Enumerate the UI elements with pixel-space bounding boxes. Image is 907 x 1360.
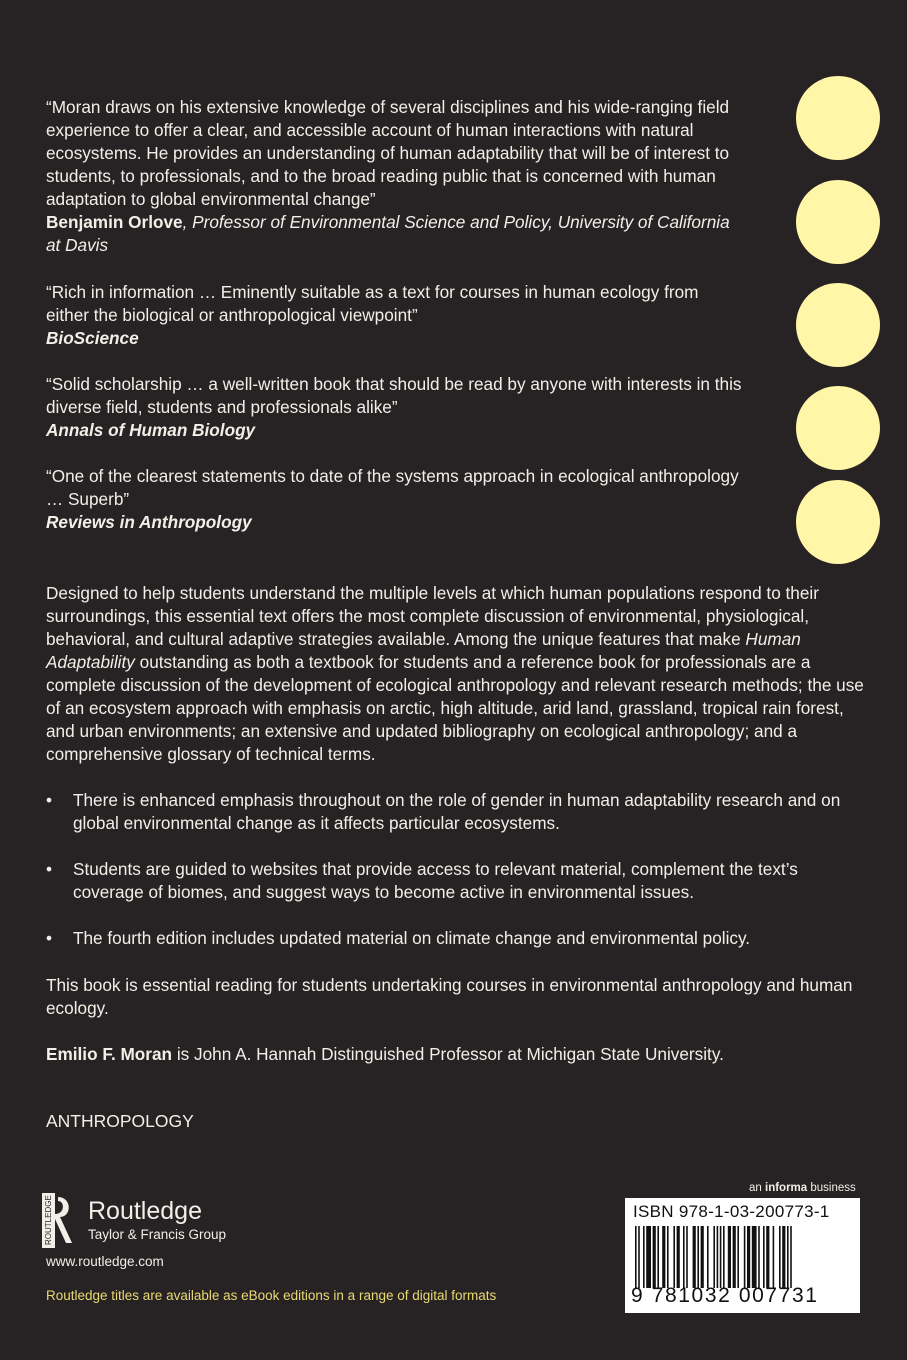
- barcode-bar: [662, 1226, 665, 1288]
- barcode-bar: [683, 1226, 685, 1288]
- barcode-digits: 9 781032 007731: [631, 1284, 819, 1307]
- decorative-circle: [796, 76, 880, 160]
- barcode-bar: [728, 1226, 731, 1288]
- list-item: [46, 927, 866, 950]
- isbn-barcode: [625, 1198, 860, 1313]
- barcode-bar: [720, 1226, 722, 1288]
- decorative-circle: [796, 283, 880, 367]
- informa-suffix: business: [807, 1182, 856, 1194]
- book-title: Human Adaptability: [46, 629, 801, 672]
- author-name: Emilio F. Moran: [46, 1044, 173, 1064]
- barcode-bar: [752, 1226, 757, 1288]
- bullet-icon: •: [46, 859, 53, 879]
- quote-source: Reviews in Anthropology: [46, 512, 252, 532]
- barcode-bar: [677, 1226, 680, 1288]
- quote-author: Benjamin Orlove: [46, 212, 183, 232]
- list-item: [46, 789, 866, 835]
- barcode-bar: [744, 1226, 746, 1288]
- publisher-name: Routledge: [88, 1197, 202, 1225]
- barcode-bar: [779, 1226, 781, 1288]
- barcode-bar: [653, 1226, 656, 1288]
- logo-mark-text: ROUTLEDGE: [44, 1195, 53, 1245]
- bullet-icon: •: [46, 928, 53, 948]
- description-part-1: Designed to help students understand the multiple levels at which human populations respond to their surroundings, this essential text offers the most complete discussion of environmental, physiological, behavioral, and cultural adaptive strategies available. Among the unique features that make: [46, 583, 819, 649]
- subject-category: ANTHROPOLOGY: [46, 1111, 194, 1131]
- quote-text: “One of the clearest statements to date of the systems approach in ecological anthropology … Superb”: [46, 466, 739, 509]
- barcode-bar: [697, 1226, 699, 1288]
- barcode-bar: [693, 1226, 696, 1288]
- informa-business-note: [749, 1182, 856, 1194]
- author-bio: [46, 1043, 866, 1066]
- isbn-label: ISBN 978-1-03-200773-1: [633, 1202, 830, 1221]
- author-bio-text: is John A. Hannah Distinguished Professor at Michigan State University.: [172, 1044, 724, 1064]
- barcode-bar: [713, 1226, 715, 1288]
- review-quote-annals: [46, 373, 746, 442]
- decorative-circle: [796, 180, 880, 264]
- barcode-bar: [707, 1226, 709, 1288]
- barcode-bar: [646, 1226, 651, 1288]
- routledge-logo-icon: [42, 1193, 78, 1248]
- list-item-text: There is enhanced emphasis throughout on the role of gender in human adaptability research and on global environmental change as it affects particular ecosystems.: [73, 790, 841, 833]
- description-part-2: outstanding as both a textbook for students and a reference book for professionals are a complete discussion of the development of ecological anthropology and relevant research methods; the use of an ecosystem approach with emphasis on arctic, high altitude, arid land, grassland, tropical rain forest, and urban environments; an extensive and updated bibliography on ecological anthropology; and a comprehensive glossary of technical terms.: [46, 652, 864, 764]
- list-item: [46, 858, 866, 904]
- feature-list: [46, 789, 866, 973]
- informa-brand: informa: [765, 1182, 808, 1194]
- routledge-logo: [42, 1193, 262, 1253]
- barcode-bar: [747, 1226, 750, 1288]
- publisher-website: www.routledge.com: [46, 1254, 164, 1269]
- barcode-bar: [701, 1226, 704, 1288]
- review-quote-reviews: [46, 465, 746, 534]
- barcode-bar: [737, 1226, 739, 1288]
- barcode-bar: [758, 1226, 760, 1288]
- essential-reading-note: This book is essential reading for students undertaking courses in environmental anthropology and human ecology.: [46, 975, 853, 1018]
- list-item-text: The fourth edition includes updated material on climate change and environmental policy.: [73, 928, 751, 948]
- barcode-bar: [657, 1226, 659, 1288]
- list-item-text: Students are guided to websites that provide access to relevant material, complement the text’s coverage of biomes, and suggest ways to become active in environmental issues.: [73, 859, 798, 902]
- quote-text: “Rich in information … Eminently suitable as a text for courses in human ecology from either the biological or anthropological viewpoint”: [46, 282, 699, 325]
- barcode-bar: [686, 1226, 688, 1288]
- quote-text: “Moran draws on his extensive knowledge of several disciplines and his wide-ranging field experience to offer a clear, and accessible account of human interactions with natural ecosystems. He provides an understanding of human adaptability that will be of interest to students, to professionals, and to the broad reading public that is concerned with human adaptation to global environmental change”: [46, 97, 730, 209]
- barcode-bar: [723, 1226, 725, 1288]
- ebook-note: Routledge titles are available as eBook editions in a range of digital formats: [46, 1288, 497, 1303]
- quote-text: “Solid scholarship … a well-written book that should be read by anyone with interests in this diverse field, students and professionals alike”: [46, 374, 742, 417]
- review-quote-bioscience: [46, 281, 746, 350]
- informa-prefix: an: [749, 1182, 765, 1194]
- barcode-bar: [790, 1226, 792, 1288]
- quote-author-title: , Professor of Environmental Science and Policy, University of California at Davis: [46, 212, 730, 255]
- barcode-bar: [763, 1226, 765, 1288]
- barcode-bar: [673, 1226, 675, 1288]
- barcode-bar: [766, 1226, 769, 1288]
- barcode-bar: [782, 1226, 785, 1288]
- quote-source: Annals of Human Biology: [46, 420, 256, 440]
- barcode-bar: [667, 1226, 669, 1288]
- book-description: [46, 582, 866, 766]
- review-quote-orlove: [46, 96, 746, 257]
- barcode-bar: [717, 1226, 719, 1288]
- barcode-bar: [733, 1226, 736, 1288]
- publisher-group: Taylor & Francis Group: [88, 1227, 227, 1242]
- quote-source: BioScience: [46, 328, 139, 348]
- barcode-bar: [643, 1226, 645, 1288]
- barcode-bars: [635, 1226, 852, 1288]
- barcode-bar: [787, 1226, 789, 1288]
- bullet-icon: •: [46, 790, 53, 810]
- decorative-circle: [796, 480, 880, 564]
- barcode-bar: [638, 1226, 640, 1288]
- barcode-bar: [635, 1226, 637, 1288]
- decorative-circle: [796, 386, 880, 470]
- barcode-bar: [773, 1226, 775, 1288]
